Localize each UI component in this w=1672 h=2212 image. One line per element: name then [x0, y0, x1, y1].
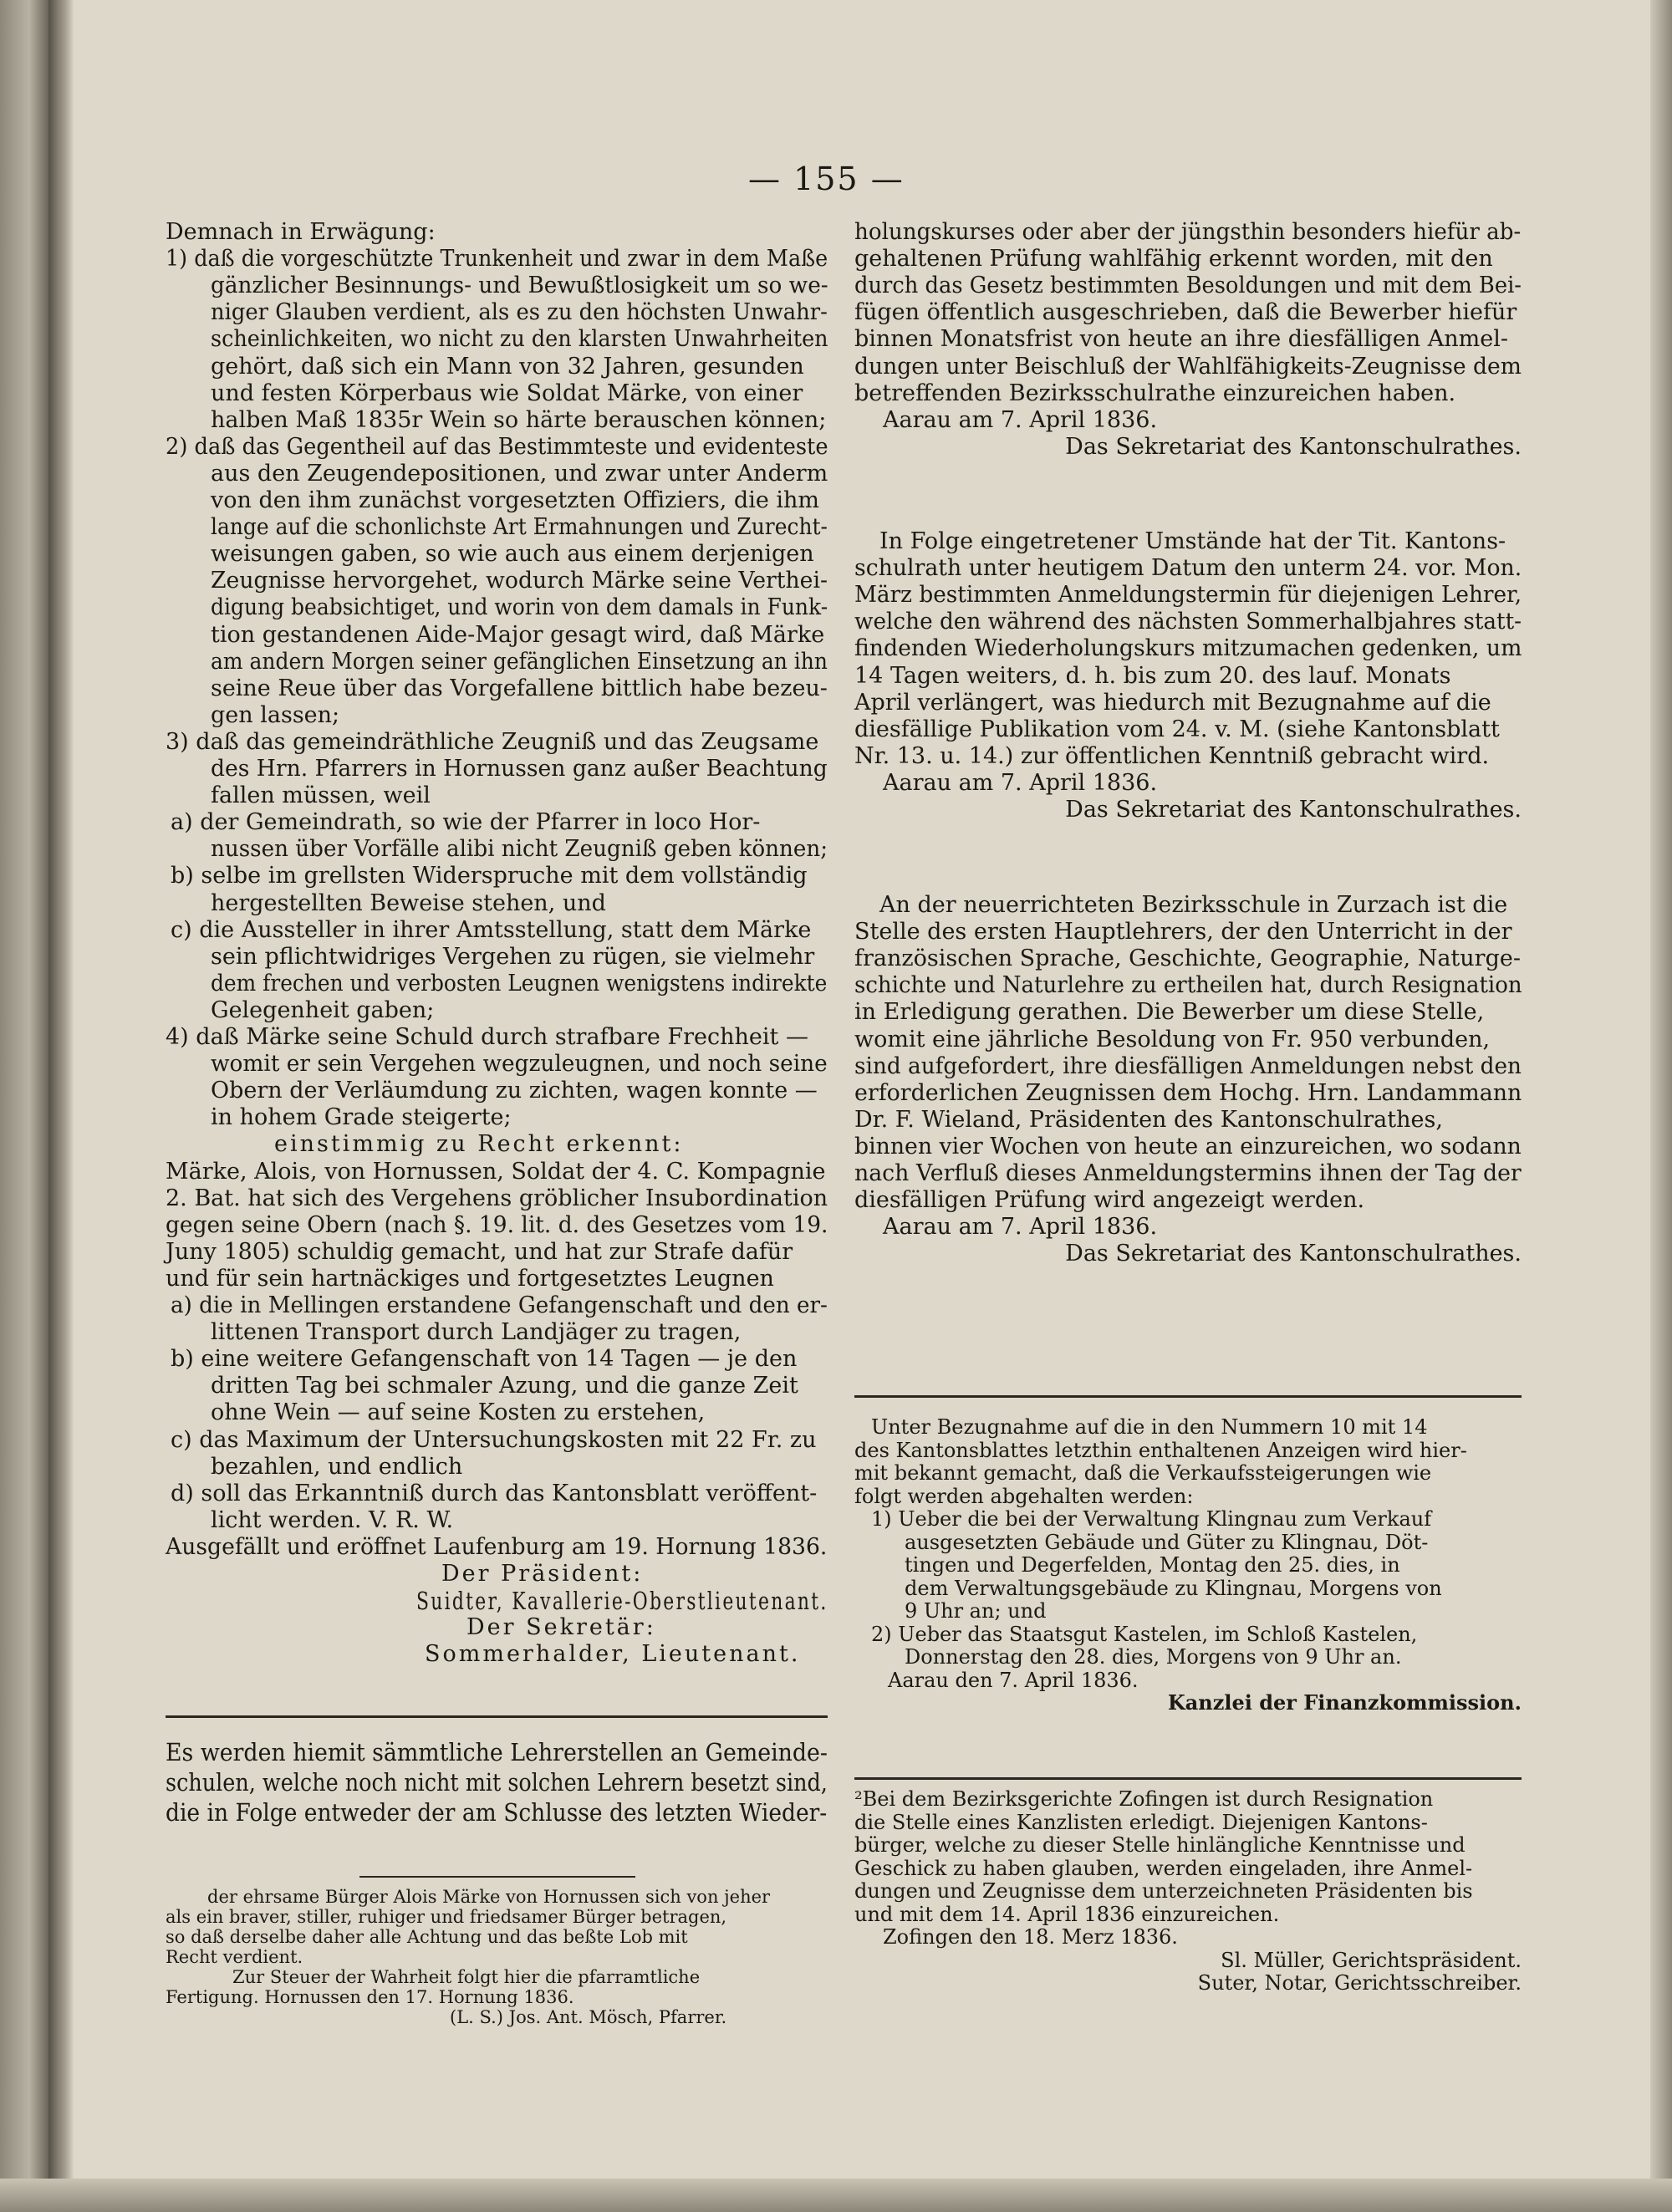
text-line: nach Verfluß dieses Anmeldungstermins ihnen der Tag der — [854, 1160, 1522, 1186]
text-line: a) der Gemeindrath, so wie der Pfarrer in loco Hor- — [171, 809, 761, 836]
text-line: Märke, Alois, von Hornussen, Soldat der 4. C. Kompagnie — [166, 1158, 826, 1185]
page-number: — 155 — — [748, 161, 905, 197]
page-edge-bottom — [0, 2179, 1672, 2212]
text-line: als ein braver, stiller, ruhiger und friedsamer Bürger betragen, — [166, 1907, 727, 1927]
text-line: licht werden. V. R. W. — [211, 1506, 454, 1533]
text-line: gegen seine Obern (nach §. 19. lit. d. des Gesetzes vom 19. — [166, 1211, 828, 1238]
text-line: 3) daß das gemeindräthliche Zeugniß und das Zeugsame — [166, 728, 819, 755]
text-line: Donnerstag den 28. dies, Morgens von 9 Uhr an. — [905, 1645, 1402, 1669]
text-line: fügen öffentlich ausgeschrieben, daß die Bewerber hiefür — [854, 299, 1517, 326]
text-line: niger Glauben verdient, als es zu den höchsten Unwahr- — [211, 299, 828, 326]
text-line: Das Sekretariat des Kantonschulrathes. — [1065, 797, 1522, 823]
text-line: Demnach in Erwägung: — [166, 219, 436, 245]
text-line: welche den während des nächsten Sommerhalbjahres statt- — [854, 609, 1522, 635]
text-line: gehört, daß sich ein Mann von 32 Jahren, gesunden — [211, 353, 804, 380]
text-line: halben Maß 1835r Wein so härte berauschen können; — [211, 406, 827, 433]
text-line: Suter, Notar, Gerichtsschreiber. — [1197, 1971, 1522, 1995]
text-line: und festen Körperbaus wie Soldat Märke, von einer — [211, 380, 803, 406]
binding-fold — [48, 0, 74, 2212]
text-line: März bestimmten Anmeldungstermin für diejenigen Lehrer, — [854, 582, 1522, 609]
facing-page-edge — [0, 0, 48, 2212]
text-line: findenden Wiederholungskurs mitzumachen gedenken, um — [854, 635, 1522, 662]
text-line: am andern Morgen seiner gefänglichen Einsetzung an ihn — [211, 648, 828, 675]
text-line: c) die Aussteller in ihrer Amtsstellung, statt dem Märke — [171, 916, 812, 943]
text-line: Geschick zu haben glauben, werden eingeladen, ihre Anmel- — [854, 1856, 1473, 1880]
text-line: womit er sein Vergehen wegzuleugnen, und noch seine — [211, 1051, 828, 1078]
text-line: Sl. Müller, Gerichtspräsident. — [1221, 1948, 1522, 1972]
text-line: 4) daß Märke seine Schuld durch strafbare Frechheit — — [166, 1024, 808, 1050]
text-line: sind aufgefordert, ihre diesfälligen Anmeldungen nebst den — [854, 1052, 1522, 1079]
text-line: gehaltenen Prüfung wahlfähig erkennt worden, mit den — [854, 246, 1493, 273]
text-line: bezahlen, und endlich — [211, 1453, 463, 1480]
text-line: April verlängert, was hiedurch mit Bezugnahme auf die — [854, 689, 1491, 716]
text-line: Ausgefällt und eröffnet Laufenburg am 19. Hornung 1836. — [166, 1533, 828, 1560]
text-line: und für sein hartnäckiges und fortgesetztes Leugnen — [166, 1265, 774, 1292]
text-line: Zur Steuer der Wahrheit folgt hier die pfarramtliche — [232, 1967, 701, 1987]
text-line: schichte und Naturlehre zu ertheilen hat, durch Resignation — [854, 972, 1522, 999]
text-line: dem Verwaltungsgebäude zu Klingnau, Morgens von — [905, 1576, 1442, 1600]
text-line: Gelegenheit gaben; — [211, 996, 435, 1023]
text-line: Das Sekretariat des Kantonschulrathes. — [1065, 1241, 1522, 1267]
text-line: durch das Gesetz bestimmten Besoldungen und mit dem Bei- — [854, 273, 1522, 299]
text-line: bürger, welche zu dieser Stelle hinlängliche Kenntnisse und — [854, 1833, 1466, 1857]
text-line: digung beabsichtiget, und worin von dem damals in Funk- — [211, 594, 828, 621]
text-line: Fertigung. Hornussen den 17. Hornung 1836. — [166, 1987, 574, 2007]
text-line: dritten Tag bei schmaler Azung, und die ganze Zeit — [211, 1373, 798, 1399]
text-line: diesfälligen Prüfung wird angezeigt werden. — [854, 1187, 1365, 1214]
text-line: des Hrn. Pfarrers in Hornussen ganz außer Beachtung — [211, 756, 828, 782]
text-line: Es werden hiemit sämmtliche Lehrerstellen an Gemeinde- — [166, 1738, 828, 1766]
text-line: sein pflichtwidriges Vergehen zu rügen, sie vielmehr — [211, 943, 815, 970]
text-line: ohne Wein — auf seine Kosten zu erstehen, — [211, 1399, 706, 1426]
text-line: diesfällige Publikation vom 24. v. M. (siehe Kantonsblatt — [854, 716, 1500, 742]
text-line: d) soll das Erkanntniß durch das Kantonsblatt veröffent- — [171, 1480, 818, 1506]
text-line: so daß derselbe daher alle Achtung und das beßte Lob mit — [166, 1927, 688, 1947]
text-line: 1) daß die vorgeschützte Trunkenheit und zwar in dem Maße — [166, 246, 828, 273]
text-line: c) das Maximum der Untersuchungskosten mit 22 Fr. zu — [171, 1426, 817, 1453]
text-line: Aarau am 7. April 1836. — [883, 1214, 1158, 1241]
section-divider — [854, 1395, 1522, 1398]
text-line: ausgesetzten Gebäude und Güter zu Klingnau, Döt- — [905, 1530, 1429, 1554]
text-line: dungen und Zeugnisse dem unterzeichneten Präsidenten bis — [854, 1879, 1473, 1903]
text-line: Aarau den 7. April 1836. — [888, 1668, 1139, 1692]
text-line: a) die in Mellingen erstandene Gefangenschaft und den er- — [171, 1292, 828, 1318]
text-line: Das Sekretariat des Kantonschulrathes. — [1065, 433, 1522, 460]
text-line: des Kantonsblattes letzthin enthaltenen Anzeigen wird hier- — [854, 1438, 1467, 1462]
text-line: womit eine jährliche Besoldung von Fr. 950 verbunden, — [854, 1026, 1491, 1052]
text-line: scheinlichkeiten, wo nicht zu den klarsten Unwahrheiten — [211, 326, 828, 353]
text-line: seine Reue über das Vorgefallene bittlich habe bezeu- — [211, 675, 828, 701]
text-line: lange auf die schonlichste Art Ermahnungen und Zurecht- — [211, 514, 828, 541]
text-line: In Folge eingetretener Umstände hat der Tit. Kantons- — [879, 528, 1506, 554]
text-line: schulen, welche noch nicht mit solchen Lehrern besetzt sind, — [166, 1768, 828, 1797]
text-line: in Erledigung gerathen. Die Bewerber um diese Stelle, — [854, 999, 1485, 1026]
text-line: fallen müssen, weil — [211, 782, 431, 809]
text-line: Stelle des ersten Hauptlehrers, der den Unterricht in der — [854, 919, 1512, 945]
text-line: und mit dem 14. April 1836 einzureichen. — [854, 1902, 1280, 1926]
text-line: französischen Sprache, Geschichte, Geographie, Naturge- — [854, 945, 1521, 972]
footnote-divider — [359, 1876, 635, 1878]
text-line: 1) Ueber die bei der Verwaltung Klingnau zum Verkauf — [871, 1507, 1432, 1531]
text-line: weisungen gaben, so wie auch aus einem derjenigen — [211, 541, 814, 568]
text-line: tion gestandenen Aide-Major gesagt wird, daß Märke — [211, 621, 825, 648]
text-line: Dr. F. Wieland, Präsidenten des Kantonschulrathes, — [854, 1106, 1443, 1133]
text-line: erforderlichen Zeugnissen dem Hochg. Hrn. Landammann — [854, 1079, 1522, 1106]
text-line: Zeugnisse hervorgehet, wodurch Märke seine Verthei- — [211, 568, 828, 594]
text-line: 2) daß das Gegentheil auf das Bestimmteste und evidenteste — [166, 433, 828, 460]
text-line: Suidter, Kavallerie-Oberstlieutenant. — [416, 1587, 828, 1616]
text-line: (L. S.) Jos. Ant. Mösch, Pfarrer. — [450, 2007, 727, 2027]
text-line: Recht verdient. — [166, 1947, 303, 1967]
text-line: der ehrsame Bürger Alois Märke von Hornussen sich von jeher — [207, 1887, 771, 1907]
text-line: betreffenden Bezirksschulrathe einzureichen haben. — [854, 380, 1456, 406]
text-line: b) selbe im grellsten Widerspruche mit dem vollständig — [171, 863, 808, 889]
text-line: binnen vier Wochen von heute an einzureichen, wo sodann — [854, 1133, 1522, 1160]
text-line: gen lassen; — [211, 701, 340, 728]
text-line: schulrath unter heutigem Datum den unterm 24. vor. Mon. — [854, 555, 1522, 582]
text-line: b) eine weitere Gefangenschaft von 14 Tagen — je den — [171, 1346, 798, 1373]
text-line: 2. Bat. hat sich des Vergehens gröblicher Insubordination — [166, 1185, 828, 1211]
text-line: littenen Transport durch Landjäger zu tragen, — [211, 1319, 742, 1346]
text-line: gänzlicher Besinnungs- und Bewußtlosigkeit um so we- — [211, 273, 828, 299]
text-line: die in Folge entweder der am Schlusse des letzten Wieder- — [166, 1798, 828, 1827]
text-line: nussen über Vorfälle alibi nicht Zeugniß geben können; — [211, 836, 828, 863]
text-line: Unter Bezugnahme auf die in den Nummern 10 mit 14 — [871, 1415, 1428, 1439]
text-line: Zofingen den 18. Merz 1836. — [883, 1925, 1178, 1949]
text-line: binnen Monatsfrist von heute an ihre diesfälligen Anmel- — [854, 326, 1508, 353]
text-line: die Stelle eines Kanzlisten erledigt. Diejenigen Kantons- — [854, 1810, 1428, 1834]
text-line: dungen unter Beischluß der Wahlfähigkeits-Zeugnisse dem — [854, 353, 1522, 380]
text-line: 9 Uhr an; und — [905, 1599, 1047, 1623]
text-line: in hohem Grade steigerte; — [211, 1104, 512, 1131]
text-line: Kanzlei der Finanzkommission. — [1167, 1690, 1522, 1715]
text-line: hergestellten Beweise stehen, und — [211, 889, 606, 916]
text-line: tingen und Degerfelden, Montag den 25. dies, in — [905, 1553, 1400, 1577]
text-line: Der Präsident: — [441, 1561, 644, 1587]
text-line: Aarau am 7. April 1836. — [883, 406, 1158, 433]
text-line: einstimmig zu Recht erkennt: — [274, 1131, 684, 1158]
text-line: 2) Ueber das Staatsgut Kastelen, im Schloß Kastelen, — [871, 1622, 1418, 1646]
text-line: von den ihm zunächst vorgesetzten Offiziers, die ihm — [211, 487, 820, 513]
text-line: Aarau am 7. April 1836. — [883, 769, 1158, 796]
text-line: folgt werden abgehalten werden: — [854, 1484, 1194, 1508]
text-line: aus den Zeugendepositionen, und zwar unter Anderm — [211, 460, 828, 487]
text-line: holungskurses oder aber der jüngsthin besonders hiefür ab- — [854, 219, 1522, 245]
section-divider — [166, 1715, 828, 1718]
text-line: ²Bei dem Bezirksgerichte Zofingen ist durch Resignation — [854, 1787, 1434, 1811]
text-line: 14 Tagen weiters, d. h. bis zum 20. des lauf. Monats — [854, 662, 1451, 689]
text-line: Obern der Verläumdung zu zichten, wagen konnte — — [211, 1078, 818, 1104]
section-divider — [854, 1777, 1522, 1780]
text-line: Sommerhalder, Lieutenant. — [425, 1641, 801, 1668]
text-line: Juny 1805) schuldig gemacht, und hat zur Strafe dafür — [166, 1238, 793, 1265]
text-line: Nr. 13. u. 14.) zur öffentlichen Kenntniß gebracht wird. — [854, 742, 1490, 769]
text-line: Der Sekretär: — [466, 1614, 656, 1641]
text-line: An der neuerrichteten Bezirksschule in Zurzach ist die — [879, 892, 1508, 918]
text-line: mit bekannt gemacht, daß die Verkaufssteigerungen wie — [854, 1461, 1432, 1485]
text-line: dem frechen und verbosten Leugnen wenigstens indirekte — [211, 970, 828, 996]
page-edge-right — [1650, 0, 1672, 2212]
